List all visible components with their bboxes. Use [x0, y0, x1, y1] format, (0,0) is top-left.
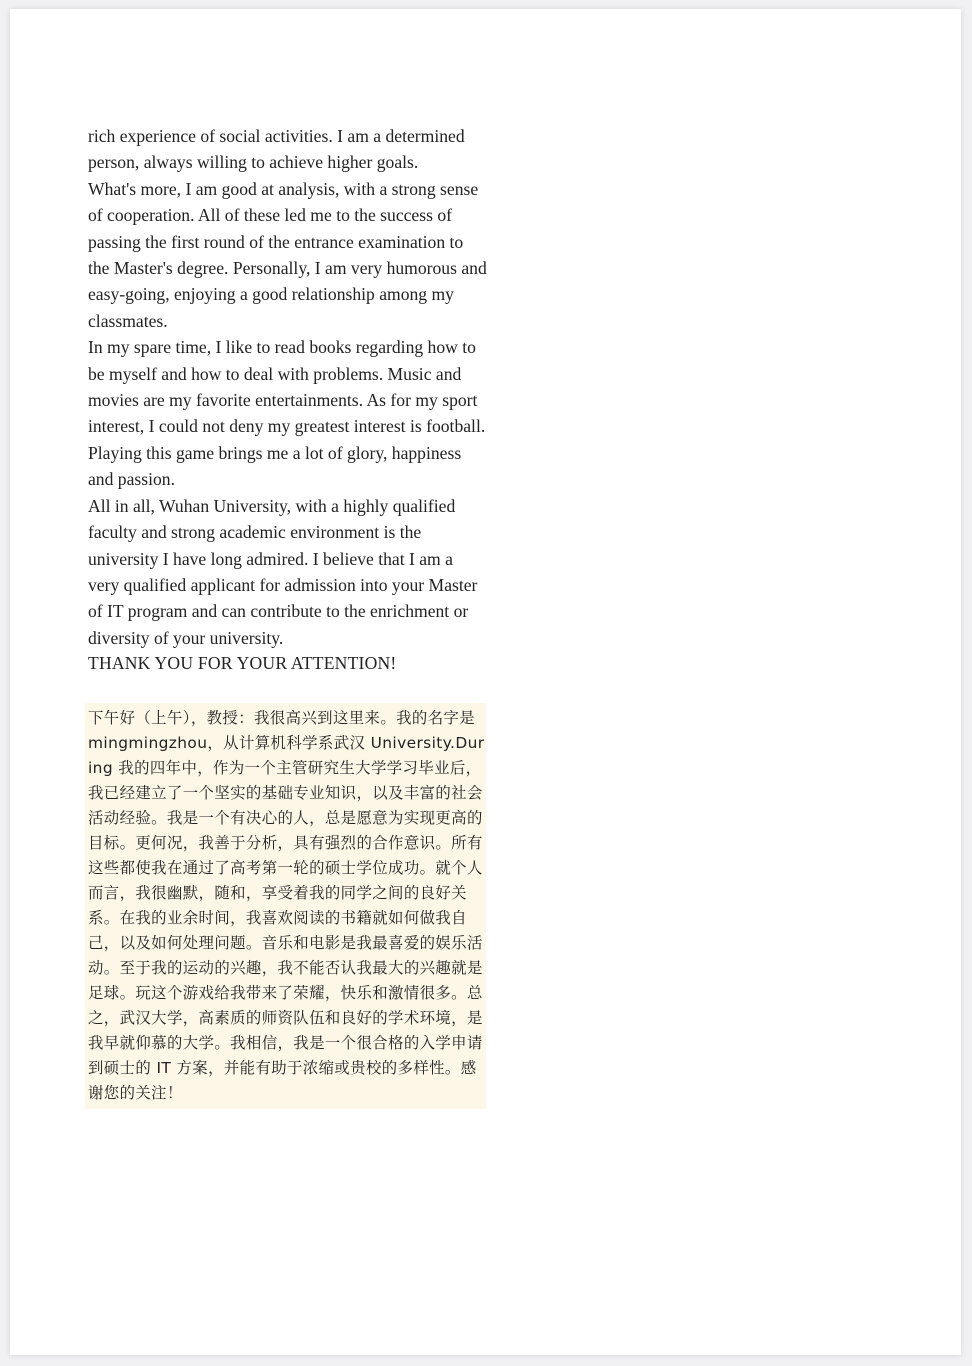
document-page: [10, 9, 961, 1355]
closing-line: THANK YOU FOR YOUR ATTENTION!: [88, 653, 397, 674]
paragraph-analysis: What's more, I am good at analysis, with a strong sense of cooperation. All of these led me to the success of passing the first round of the entrance examination to the Master's degree. Personally, I am very humorous and easy-going, enjoying a good relationship among my classmates.: [88, 178, 487, 331]
paragraph-conclusion: All in all, Wuhan University, with a highly qualified faculty and strong academic environment is the university I have long admired. I believe that I am a very qualified applicant for admission into your Master of IT program and can contribute to the enrichment or diversity of your university.: [88, 495, 478, 648]
chinese-translation-block: 下午好（上午），教授：我很高兴到这里来。我的名字是 mingmingzhou，从计算机科学系武汉 University.During 我的四年中，作为一个主管研究生大学学习毕业后，我已经建立了一个坚实的基础专业知识，以及丰富的社会活动经验。我是一个有决心的人，总是愿意为实现更高的目标。更何况，我善于分析，具有强烈的合作意识。所有这些都使我在通过了高考第一轮的硕士学位成功。就个人而言，我很幽默，随和，享受着我的同学之间的良好关系。在我的业余时间，我喜欢阅读的书籍就如何做我自己，以及如何处理问题。音乐和电影是我最喜爱的娱乐活动。至于我的运动的兴趣，我不能否认我最大的兴趣就是足球。玩这个游戏给我带来了荣耀，快乐和激情很多。总之，武汉大学，高素质的师资队伍和良好的学术环境，是我早就仰慕的大学。我相信，我是一个很合格的入学申请到硕士的 IT 方案，并能有助于浓缩或贵校的多样性。感谢您的关注！: [85, 703, 486, 1109]
paragraph-spare-time: In my spare time, I like to read books regarding how to be myself and how to deal with problems. Music and movies are my favorite entertainments. As for my sport interest, I could not deny my greatest interest is football. Playing this game brings me a lot of glory, happiness and passion.: [88, 337, 486, 490]
english-text-block: [88, 123, 488, 676]
paragraph-social-activities: rich experience of social activities. I am a determined person, always willing to achieve higher goals.: [88, 126, 465, 173]
